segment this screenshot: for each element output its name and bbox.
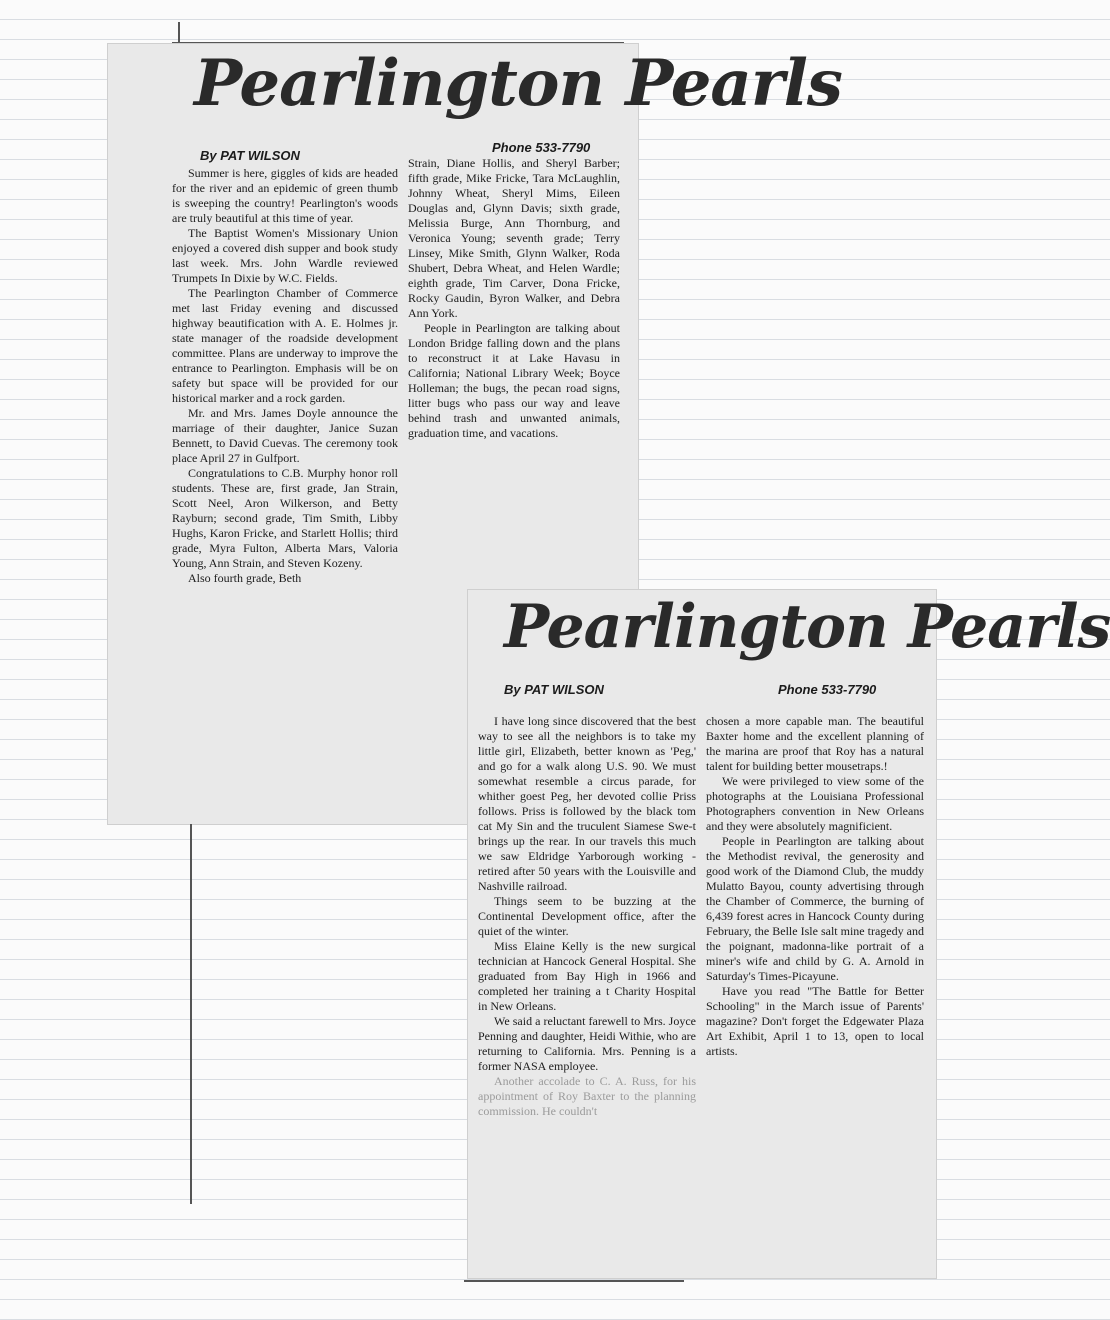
column-left	[172, 166, 398, 586]
masthead: Pearlington Pearls	[504, 592, 1110, 662]
paragraph: Miss Elaine Kelly is the new surgical technician at Hancock General Hospital. She graduated from Bay High in 1966 and completed her training a t Charity Hospital in New Orleans.	[478, 939, 696, 1013]
masthead: Pearlington Pearls	[194, 46, 842, 121]
paragraph: Have you read "The Battle for Better Schooling" in the March issue of Parents' magazine? Don't forget the Edgewater Plaza Art Exhibit, April 1 to 13, open to local artists.	[706, 984, 924, 1058]
column-left	[478, 714, 696, 1119]
clipping-edge-line	[190, 824, 192, 1204]
paragraph: People in Pearlington are talking about London Bridge falling down and the plans to reconstruct it at Lake Havasu in California; National Library Week; Boyce Holleman; the bugs, the pecan road signs, litter bugs who pass our way and leave behind trash and unwanted animals, graduation time, and vacations.	[408, 321, 620, 440]
paragraph: We were privileged to view some of the photographs at the Louisiana Professional Photographers convention in New Orleans and they were absolutely magnificient.	[706, 774, 924, 833]
paragraph: chosen a more capable man. The beautiful Baxter home and the excellent planning of the marina are proof that Roy has a natural talent for building better mousetraps.!	[706, 714, 924, 773]
paragraph: Also fourth grade, Beth	[188, 571, 302, 585]
byline: By PAT WILSON	[504, 682, 604, 697]
bottom-rule	[464, 1280, 684, 1282]
paragraph: Strain, Diane Hollis, and Sheryl Barber; fifth grade, Mike Fricke, Tara McLaughlin, Johnny Wheat, Sheryl Mims, Eileen Douglas and, Glynn Davis; sixth grade, Melissia Burge, Ann Thornburg, and Veronica Young; seventh grade; Terry Linsey, Mike Smith, Glynn Walker, Roda Shubert, Debra Wheat, and Helen Wardle; eighth grade, Tim Carver, Dona Fricke, Rocky Gaudin, Byron Walker, and Debra Ann York.	[408, 156, 620, 320]
column-right	[408, 156, 620, 441]
paragraph: The Pearlington Chamber of Commerce met last Friday evening and discussed highway beautification with A. E. Holmes jr. state manager of the roadside development committee. Plans are underway to improve the entrance to Pearlington. Emphasis will be on safety but space will be provided for our historical marker and a rock garden.	[172, 286, 398, 405]
margin-tick	[178, 22, 180, 44]
byline: By PAT WILSON	[200, 148, 300, 163]
paragraph: People in Pearlington are talking about the Methodist revival, the generosity and good work of the Diamond Club, the muddy Mulatto Bayou, county advertising through the Chamber of Commerce, the burning of 6,439 forest acres in Hancock County during February, the Belle Isle salt mine tragedy and the poignant, madonna-like portrait of a miner's wife and child by G. A. Arnold in Saturday's Times-Picayune.	[706, 834, 924, 983]
paragraph: Things seem to be buzzing at the Continental Development office, after the quiet of the winter.	[478, 894, 696, 938]
paragraph: Mr. and Mrs. James Doyle announce the marriage of their daughter, Janice Suzan Bennett, to David Cuevas. The ceremony took place April 27 in Gulfport.	[172, 406, 398, 465]
phone-number: Phone 533-7790	[492, 140, 591, 155]
column-right	[706, 714, 924, 1059]
paragraph: Congratulations to C.B. Murphy honor roll students. These are, first grade, Jan Strain, Scott Neel, Aron Wilkerson, and Betty Rayburn; second grade, Tim Smith, Libby Hughs, Karon Fricke, and Starlett Hollis; third grade, Myra Fulton, Alberta Mars, Valoria Young, Ann Strain, and Steven Kozeny.	[172, 466, 398, 570]
paragraph: We said a reluctant farewell to Mrs. Joyce Penning and daughter, Heidi Withie, who are returning to California. Mrs. Penning is a former NASA employee.	[478, 1014, 696, 1073]
paragraph: Summer is here, giggles of kids are headed for the river and an epidemic of green thumb is sweeping the country! Pearlington's woods are truly beautiful at this time of year.	[172, 166, 398, 225]
paragraph: I have long since discovered that the best way to see all the neighbors is to take my little girl, Elizabeth, better known as 'Peg,' and go for a walk along U.S. 90. We must somewhat resemble a circus parade, for whither goest Peg, her devoted collie Priss follows. Priss is followed by the black tom cat My Sin and the truculent Siamese Swe-t brings up the rear. In our travels this much we saw Eldridge Yarborough working - retired after 50 years with the Louisville and Nashville railroad.	[478, 714, 696, 893]
faded-paragraph: Another accolade to C. A. Russ, for his appointment of Roy Baxter to the planning commission. He couldn't	[478, 1074, 696, 1118]
newspaper-clipping-2	[468, 590, 1110, 1278]
phone-number: Phone 533-7790	[778, 682, 877, 697]
paragraph: The Baptist Women's Missionary Union enjoyed a covered dish supper and book study last week. Mrs. John Wardle reviewed Trumpets In Dixie by W.C. Fields.	[172, 226, 398, 285]
